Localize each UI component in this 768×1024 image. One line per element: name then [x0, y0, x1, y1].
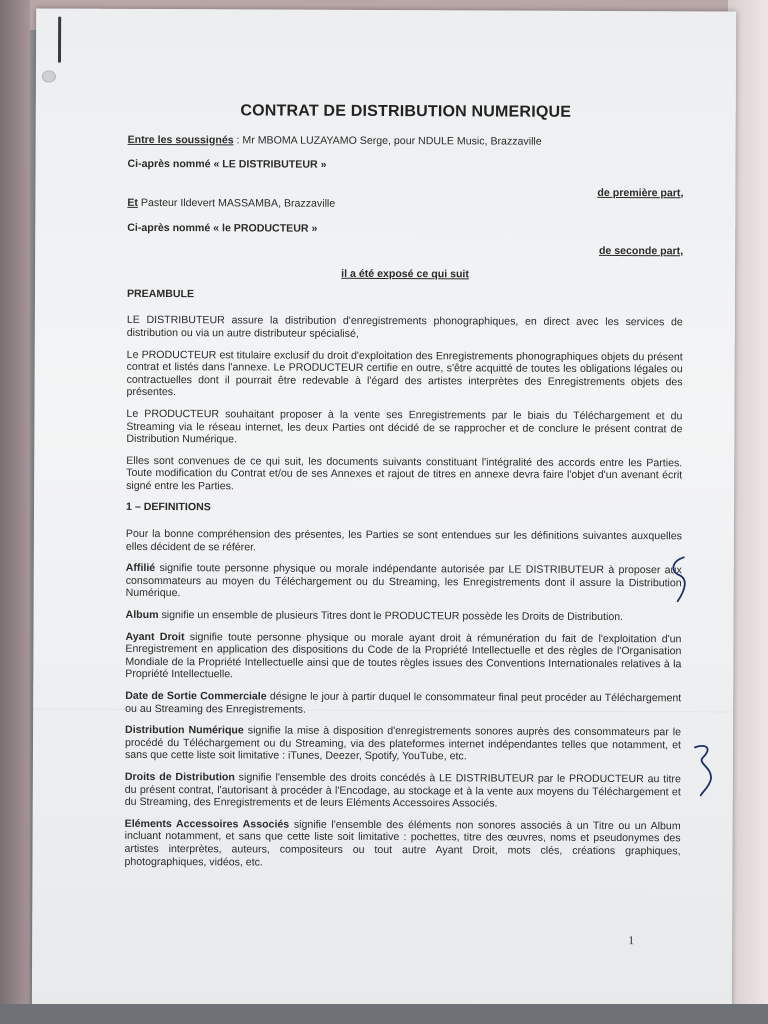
punch-hole: [42, 71, 56, 83]
definition-text: signifie la mise à disposition d'enregistrements sonores auprès des consommateurs par le procédé du Téléchargement ou du Streaming, via des plateformes internet indépendantes telles que notamment, et sans que cette liste soit limitative : iTunes, Deezer, Spotify, YouTube, etc.: [124, 724, 682, 763]
definition-text: désigne le jour à partir duquel le consommateur final peut procéder au Téléchargement ou au Streaming des Enregistrements.: [125, 690, 682, 716]
expose-heading: il a été exposé ce qui suit: [341, 267, 469, 281]
definition-item: [126, 562, 682, 602]
definition-term: Ayant Droit: [125, 630, 185, 643]
definition-term: Date de Sortie Commerciale: [125, 689, 267, 703]
definition-term: Affilié: [125, 562, 156, 575]
party-first-part: de première part,: [597, 186, 684, 200]
document-page: [32, 8, 736, 1021]
preambule-paragraph: Le PRODUCTEUR est titulaire exclusif du droit d'exploitation des Enregistrements phonographiques objets du présent contrat et listés dans l'annexe. Le PRODUCTEUR certifie en outre, s'être acquitté de toutes les obligations légales ou contractuelles dont il pourrait être redevable à l'égard des artistes interprètes des Enregistrements objets des présentes.: [126, 348, 683, 399]
party-second-text: Pasteur Ildevert MASSAMBA, Brazzaville: [137, 197, 336, 211]
party-first-text: : Mr MBOMA LUZAYAMO Serge, pour NDULE Music, Brazzaville: [233, 133, 542, 148]
preambule-paragraph: Le PRODUCTEUR souhaitant proposer à la vente ses Enregistrements par le biais du Téléchargement et du Streaming via le réseau internet, les deux Parties ont décidé de se rapprocher et de conclure le présent contrat de Distribution Numérique.: [126, 407, 683, 446]
definition-text: signifie un ensemble de plusieurs Titres dont le PRODUCTEUR possède les Droits de Distribution.: [158, 609, 624, 624]
definition-text: signifie toute personne physique ou morale ayant droit à rémunération du fait de l'exploitation d'un Enregistrement en application des dispositions du Code de la Propriété Intellectuelle et des règles de l'Organisation Mondiale de la Propriété Intellectuelle ainsi que de toutes règles issues des Conventions Internationales relatives à la Propriété Intellectuelle.: [125, 630, 682, 681]
definition-item: [125, 630, 681, 683]
definition-item: [126, 609, 682, 624]
page-number: 1: [628, 933, 635, 948]
party-first: [128, 133, 684, 148]
party-first-named: Ci-après nommé « LE DISTRIBUTEUR »: [127, 158, 327, 171]
party-second-part: de seconde part,: [598, 244, 684, 257]
document-content: [124, 102, 684, 880]
definition-term: Distribution Numérique: [125, 724, 244, 737]
preambule-paragraph: Elles sont convenues de ce qui suit, les documents suivants constituant l'intégralité des accords entre les Parties. Toute modification du Contrat et/ou de ses Annexes et rajout de titres en annexe devra faire l'objet d'un avenant écrit signé entre les Parties.: [126, 454, 683, 493]
definition-item: [125, 690, 681, 718]
definition-text: signifie toute personne physique ou morale indépendante autorisée par LE DISTRIBUTEUR à proposer aux consommateurs au moyen du Téléchargement ou du Streaming, les Enregistrements dont il assure la Distribution Numérique.: [125, 562, 682, 600]
definition-term: Eléments Accessoires Associés: [124, 817, 290, 831]
party-second-named: Ci-après nommé « le PRODUCTEUR »: [127, 221, 318, 235]
preambule-heading: PREAMBULE: [126, 287, 195, 300]
preambule-paragraph: LE DISTRIBUTEUR assure la distribution d'enregistrements phonographiques, en direct avec les services de distribution ou via un autre distributeur spécialisé,: [126, 314, 683, 340]
handwritten-mark: [666, 553, 694, 605]
definition-term: Album: [125, 608, 159, 622]
background-bottom: [0, 1004, 768, 1024]
party-second-label: Et: [127, 197, 138, 210]
document-title: CONTRAT DE DISTRIBUTION NUMERIQUE: [240, 102, 572, 121]
handwritten-mark: [691, 741, 719, 797]
definition-item: [125, 771, 681, 811]
definition-text: signifie l'ensemble des éléments non sonores associés à un Titre ou un Album incluant notamment, et sans que cette liste soit limitative : pochettes, titre des œuvres, noms et pseudonymes des artistes interprètes, auteurs, compositeurs ou tout autre Ayant Droit, mots clés, créations graphiques, photographiques, vidéos, etc.: [124, 818, 681, 869]
party-first-label: Entre les soussignés: [127, 133, 234, 146]
staple-mark: [58, 17, 61, 63]
definition-item: [124, 818, 680, 871]
party-second: [127, 197, 683, 212]
background-left: [0, 0, 30, 1024]
definition-item: [125, 724, 681, 764]
definition-term: Droits de Distribution: [124, 770, 235, 784]
definition-text: signifie l'ensemble des droits concédés à LE DISTRIBUTEUR par le PRODUCTEUR au titre du présent contrat, l'autorisant à procéder à l'Encodage, au stockage et à la vente aux moyens du Téléchargement et du Streaming, des Enregistrements et de leurs Eléments Accessoires Associés.: [124, 771, 681, 810]
definitions-heading: 1 – DEFINITIONS: [126, 501, 211, 514]
definitions-intro: Pour la bonne compréhension des présentes, les Parties se sont entendues sur les définitions suivantes auxquelles elles décident de se référer.: [125, 527, 682, 554]
